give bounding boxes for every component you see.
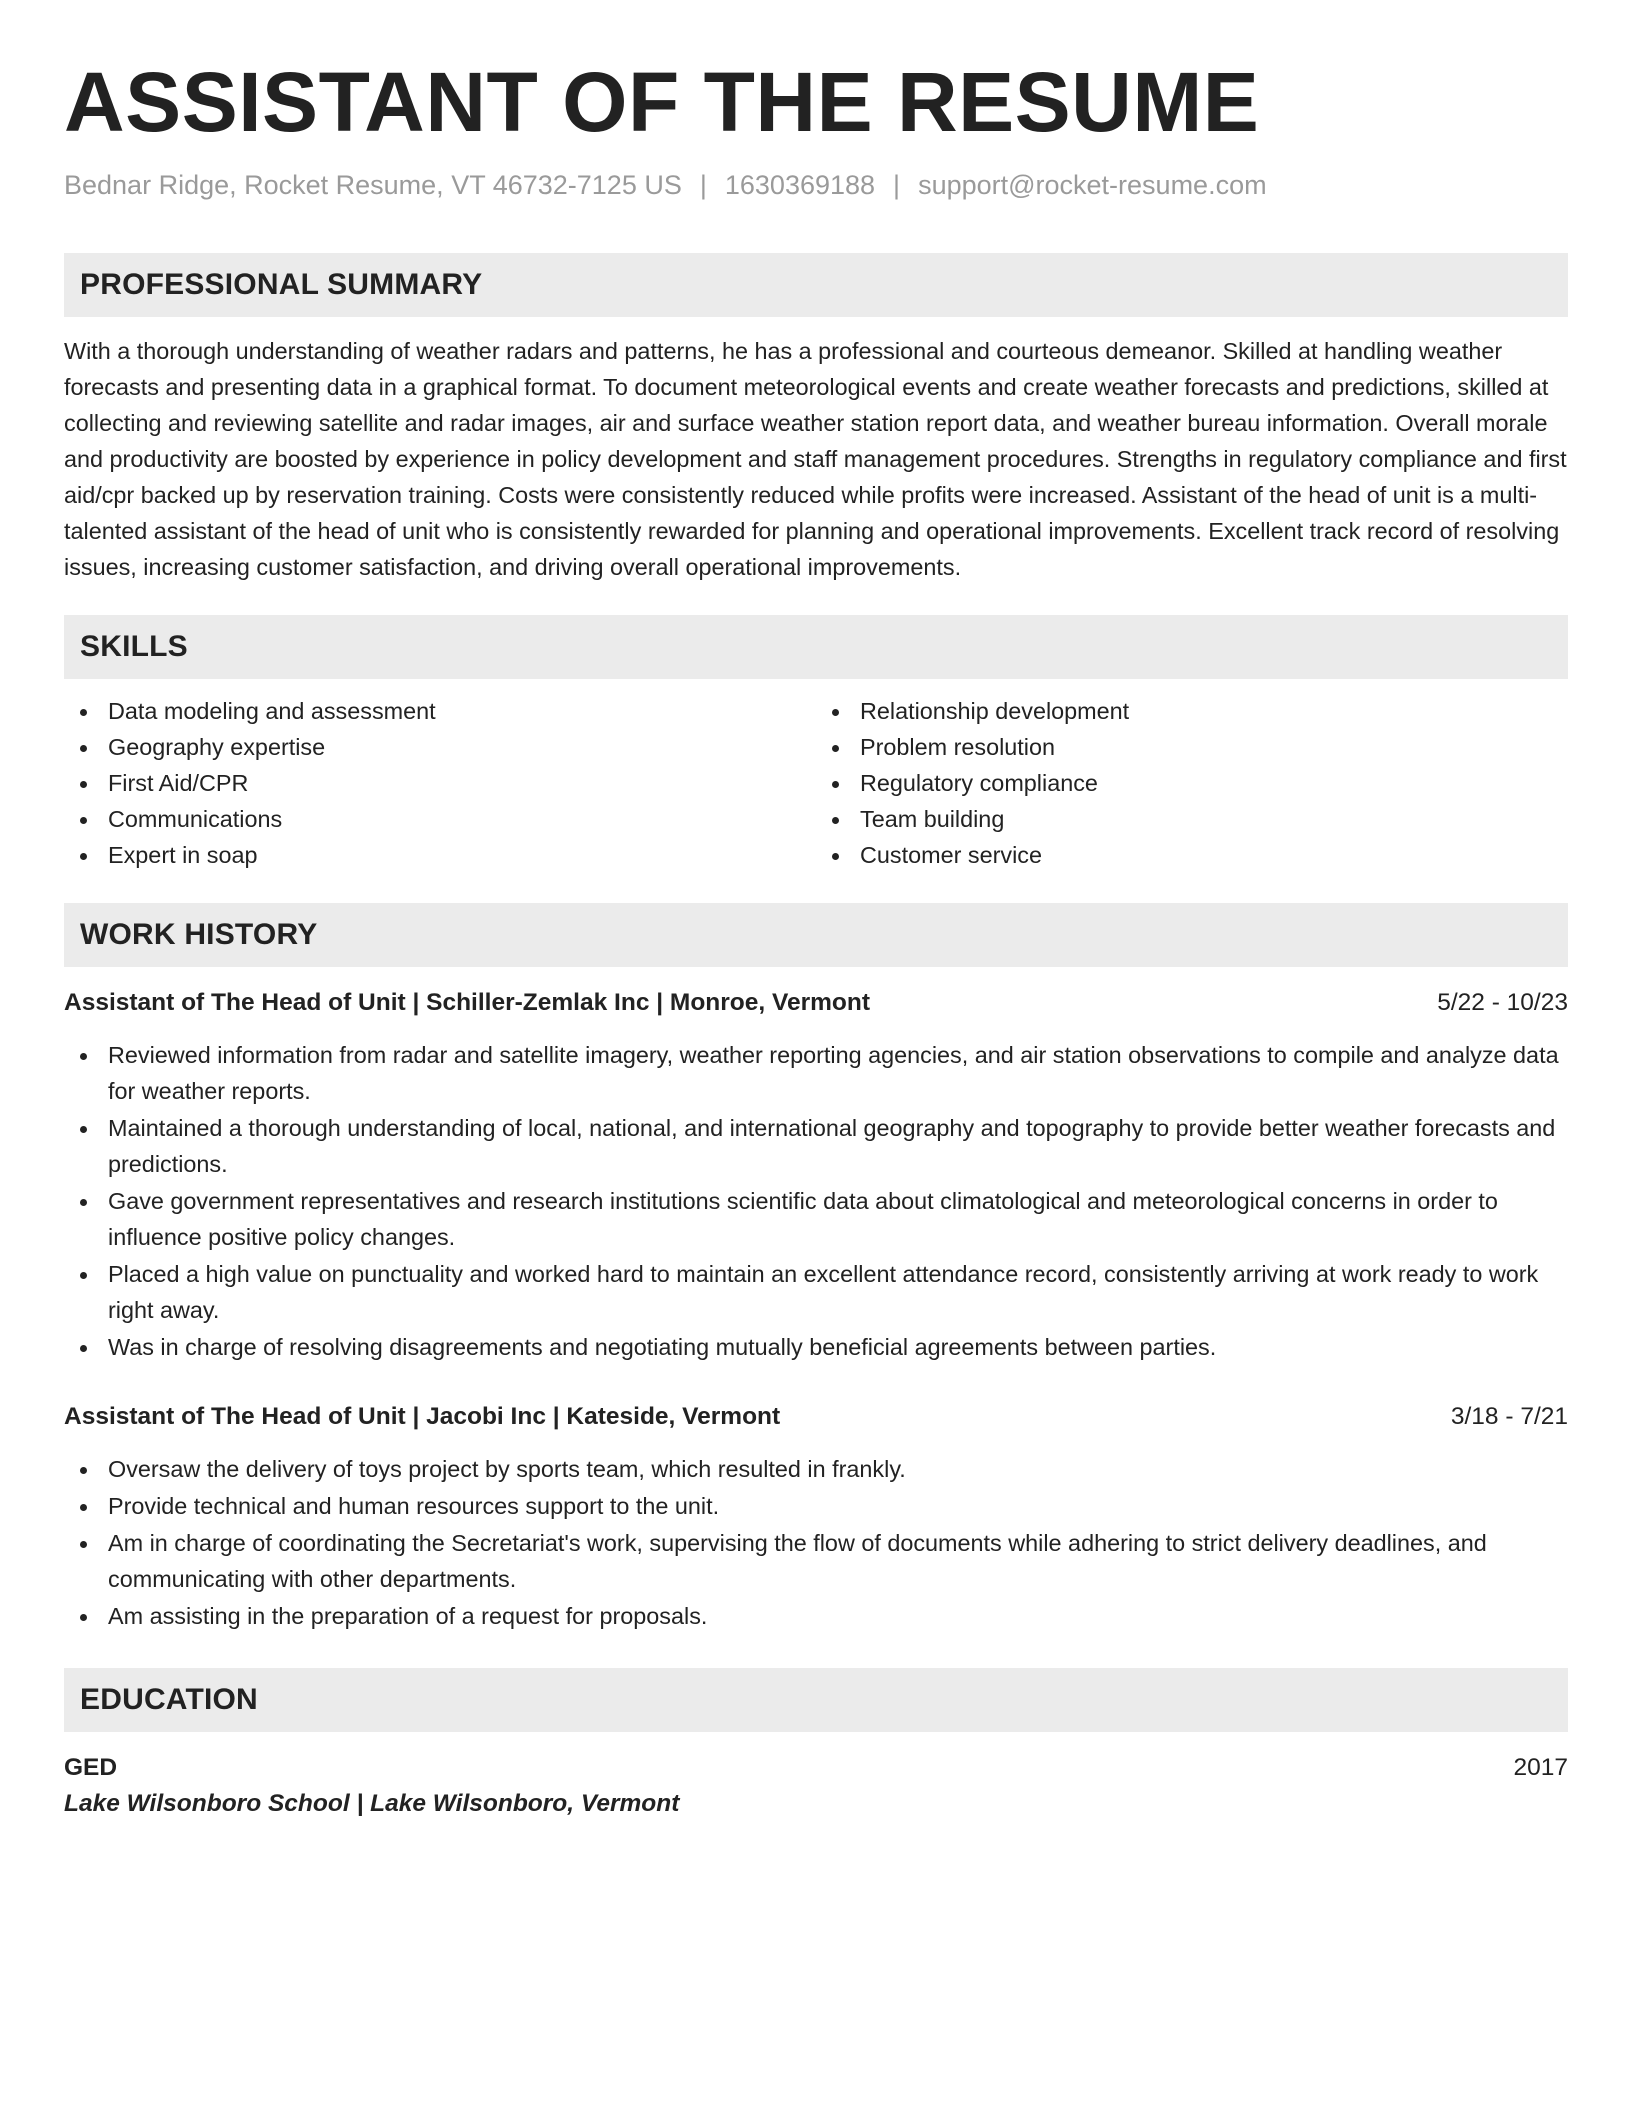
skill-item: Communications [64, 801, 816, 837]
summary-text: With a thorough understanding of weather radars and patterns, he has a professional and courteous demeanor. Skilled at handling weather forecasts and presenting data in a graphical format. To document meteorological events and create weather forecasts and predictions, skilled at collecting and reviewing satellite and radar images, air and surface weather station report data, and weather bureau information. Overall morale and productivity are boosted by experience in policy development and staff management procedures. Strengths in regulatory compliance and first aid/cpr backed up by reservation training. Costs were consistently reduced while profits were increased. Assistant of the head of unit is a multi-talented assistant of the head of unit who is consistently rewarded for planning and operational improvements. Excellent track record of resolving issues, increasing customer satisfaction, and driving overall operational improvements. [64, 338, 1567, 581]
contact-separator: | [893, 170, 901, 201]
skill-item: First Aid/CPR [64, 765, 816, 801]
skill-item: Relationship development [816, 693, 1568, 729]
section-heading-education: EDUCATION [64, 1668, 1568, 1732]
job-bullet: Provide technical and human resources support to the unit. [64, 1488, 1568, 1524]
education-header [64, 1750, 1568, 1786]
skills-grid [64, 693, 1568, 873]
contact-phone: 1630369188 [724, 170, 876, 201]
job-bullet: Maintained a thorough understanding of local, national, and international geography and topography to provide better weather forecasts and predictions. [64, 1110, 1568, 1182]
skill-item: Geography expertise [64, 729, 816, 765]
skills-column-left [64, 693, 816, 873]
section-heading-skills: SKILLS [64, 615, 1568, 679]
skill-item: Problem resolution [816, 729, 1568, 765]
skill-item: Team building [816, 801, 1568, 837]
job-dates: 5/22 - 10/23 [1437, 989, 1568, 1017]
job-title: Assistant of The Head of Unit | Jacobi Inc | Kateside, Vermont [64, 1403, 781, 1431]
job-bullet: Placed a high value on punctuality and worked hard to maintain an excellent attendance record, consistently arriving at work ready to work right away. [64, 1256, 1568, 1328]
job-header [64, 985, 1568, 1021]
education-year: 2017 [1513, 1754, 1568, 1782]
job-bullets [64, 1037, 1568, 1365]
job-bullet: Reviewed information from radar and satellite imagery, weather reporting agencies, and air station observations to compile and analyze data for weather reports. [64, 1037, 1568, 1109]
job-bullet: Was in charge of resolving disagreements and negotiating mutually beneficial agreements between parties. [64, 1329, 1568, 1365]
job-bullet: Am assisting in the preparation of a request for proposals. [64, 1598, 1568, 1634]
contact-line [64, 170, 1568, 201]
skill-item: Regulatory compliance [816, 765, 1568, 801]
skill-item: Data modeling and assessment [64, 693, 816, 729]
contact-separator: | [699, 170, 707, 201]
skill-item: Expert in soap [64, 837, 816, 873]
education-degree: GED [64, 1754, 118, 1782]
contact-email: support@rocket-resume.com [918, 170, 1267, 201]
job-dates: 3/18 - 7/21 [1450, 1403, 1568, 1431]
job-title: Assistant of The Head of Unit | Schiller-Zemlak Inc | Monroe, Vermont [64, 989, 871, 1017]
job-bullet: Oversaw the delivery of toys project by sports team, which resulted in frankly. [64, 1451, 1568, 1487]
skills-column-right [816, 693, 1568, 873]
resume-name: ASSISTANT OF THE RESUME [64, 55, 1260, 149]
education-school: Lake Wilsonboro School | Lake Wilsonboro, Vermont [64, 1790, 680, 1818]
skill-item: Customer service [816, 837, 1568, 873]
contact-address: Bednar Ridge, Rocket Resume, VT 46732-7125 US [64, 170, 682, 201]
section-heading-summary: PROFESSIONAL SUMMARY [64, 253, 1568, 317]
job-header [64, 1399, 1568, 1435]
section-heading-work-history: WORK HISTORY [64, 903, 1568, 967]
job-bullets [64, 1451, 1568, 1634]
job-entry [64, 985, 1568, 1365]
job-bullet: Am in charge of coordinating the Secretariat's work, supervising the flow of documents while adhering to strict delivery deadlines, and communicating with other departments. [64, 1525, 1568, 1597]
job-entry [64, 1399, 1568, 1634]
job-bullet: Gave government representatives and research institutions scientific data about climatological and meteorological concerns in order to influence positive policy changes. [64, 1183, 1568, 1255]
